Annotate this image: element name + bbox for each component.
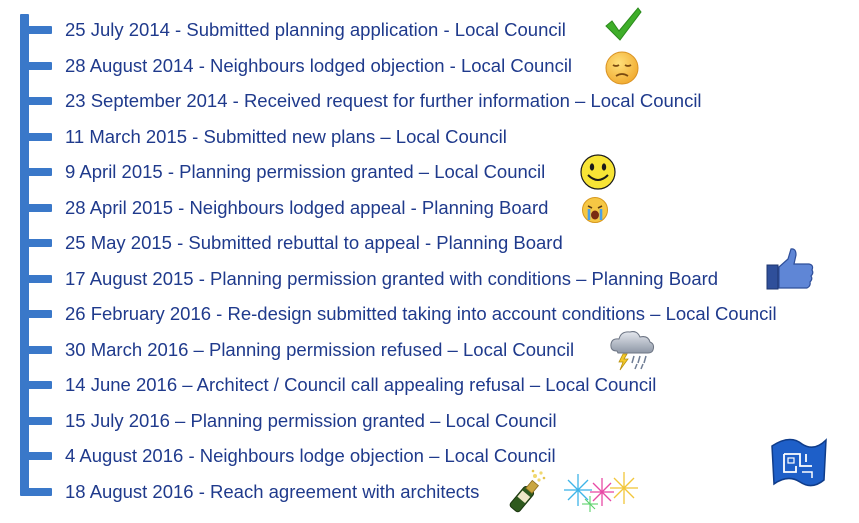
timeline-tick — [20, 346, 52, 354]
timeline-entry: 15 July 2016 – Planning permission granted – Local Council — [65, 410, 557, 431]
timeline-entry: 17 August 2015 - Planning permission granted with conditions – Planning Board — [65, 268, 719, 289]
storm-cloud-icon — [608, 327, 656, 371]
crying-face-icon — [581, 196, 609, 224]
checkmark-icon — [603, 5, 643, 43]
timeline-entry: 11 March 2015 - Submitted new plans – Local Council — [65, 126, 507, 147]
timeline-entry: 28 April 2015 - Neighbours lodged appeal - Planning Board — [65, 197, 549, 218]
thumbs-up-icon — [765, 247, 815, 293]
champagne-icon — [504, 468, 550, 518]
timeline-tick — [20, 97, 52, 105]
timeline-entry: 26 February 2016 - Re-design submitted taking into account conditions – Local Council — [65, 303, 777, 324]
timeline-tick — [20, 133, 52, 141]
timeline-tick — [20, 168, 52, 176]
timeline-entry: 25 May 2015 - Submitted rebuttal to appeal - Planning Board — [65, 232, 563, 253]
timeline-tick — [20, 417, 52, 425]
timeline-tick — [20, 452, 52, 460]
timeline-tick — [20, 310, 52, 318]
smiley-face-icon — [579, 153, 617, 191]
timeline-entry: 25 July 2014 - Submitted planning application - Local Council — [65, 19, 566, 40]
timeline-tick — [20, 381, 52, 389]
timeline-tick — [20, 488, 52, 496]
sad-face-icon — [604, 51, 640, 85]
timeline-tick — [20, 204, 52, 212]
timeline-tick — [20, 239, 52, 247]
blueprint-flag-icon — [766, 432, 830, 496]
timeline-tick — [20, 62, 52, 70]
timeline-entry: 30 March 2016 – Planning permission refused – Local Council — [65, 339, 575, 360]
timeline-entry: 9 April 2015 - Planning permission granted – Local Council — [65, 161, 546, 182]
timeline-tick — [20, 26, 52, 34]
fireworks-icon — [560, 468, 642, 516]
timeline-entry: 28 August 2014 - Neighbours lodged objection - Local Council — [65, 55, 573, 76]
timeline-entry: 14 June 2016 – Architect / Council call appealing refusal – Local Council — [65, 374, 657, 395]
timeline-entry: 4 August 2016 - Neighbours lodge objection – Local Council — [65, 445, 556, 466]
timeline-entry: 23 September 2014 - Received request for further information – Local Council — [65, 90, 702, 111]
timeline-entry: 18 August 2016 - Reach agreement with architects — [65, 481, 480, 502]
timeline-tick — [20, 275, 52, 283]
